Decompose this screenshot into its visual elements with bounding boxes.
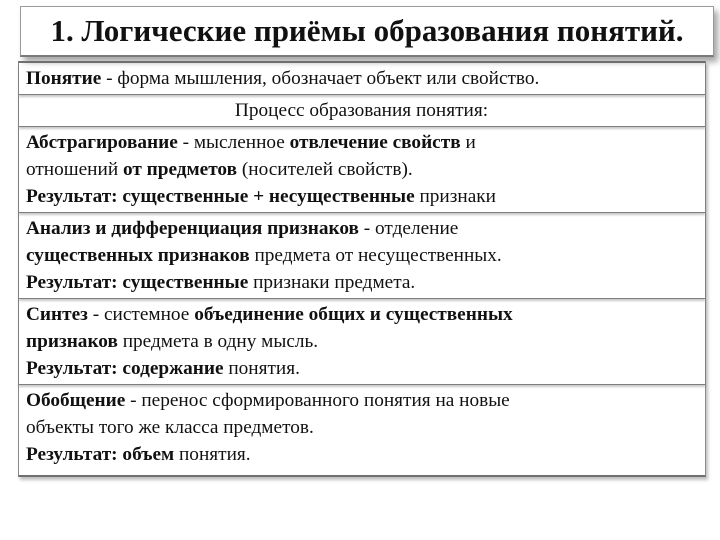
result-label: Результат: существенные + несущественные (26, 186, 415, 207)
abstraction-text: отношений (26, 159, 123, 180)
definition-row (19, 63, 705, 95)
generalization-row (19, 385, 705, 475)
concepts-table (18, 61, 706, 477)
generalization-text: - перенос сформированного понятия на новые (125, 390, 510, 411)
analysis-emphasis: существенных признаков (26, 245, 250, 266)
analysis-line-1 (26, 215, 697, 242)
abstraction-text: (носителей свойств). (237, 159, 413, 180)
result-label: Результат: содержание (26, 358, 224, 379)
analysis-line-2 (26, 242, 697, 269)
definition-term: Понятие (26, 68, 102, 89)
generalization-result (26, 441, 697, 468)
result-text: понятия. (223, 358, 300, 379)
abstraction-term: Абстрагирование (26, 132, 178, 153)
synthesis-text: - системное (87, 304, 195, 325)
synthesis-row (19, 299, 705, 385)
abstraction-text: и (460, 132, 476, 153)
analysis-result (26, 269, 697, 296)
analysis-row (19, 213, 705, 299)
result-text: понятия. (174, 444, 251, 465)
abstraction-row (19, 127, 705, 213)
abstraction-result (26, 183, 697, 210)
abstraction-line-2 (26, 156, 697, 183)
process-heading: Процесс образования понятия: (234, 100, 489, 121)
abstraction-text: - мысленное (177, 132, 290, 153)
analysis-text: предмета от несущественных. (249, 245, 502, 266)
definition-text: - форма мышления, обозначает объект или свойство. (101, 68, 540, 89)
synthesis-text: предмета в одну мысль. (117, 331, 319, 352)
result-label: Результат: существенные (26, 272, 249, 293)
generalization-term: Обобщение (26, 390, 126, 411)
abstraction-line-1 (26, 129, 697, 156)
synthesis-emphasis: признаков (26, 331, 118, 352)
synthesis-emphasis: объединение общих и существенных (194, 304, 513, 325)
analysis-text: - отделение (358, 218, 459, 239)
generalization-line-2: объекты того же класса предметов. (26, 417, 314, 438)
generalization-line-1 (26, 387, 697, 414)
synthesis-line-2 (26, 328, 697, 355)
definition-line (26, 65, 697, 92)
slide-title: 1. Логические приёмы образования понятий. (20, 6, 714, 57)
synthesis-line-1 (26, 301, 697, 328)
result-text: признаки предмета. (248, 272, 416, 293)
synthesis-result (26, 355, 697, 382)
process-heading-row (19, 95, 705, 127)
result-label: Результат: объем (26, 444, 175, 465)
synthesis-term: Синтез (26, 304, 88, 325)
analysis-term: Анализ и дифференциация признаков (26, 218, 359, 239)
abstraction-emphasis: отвлечение свойств (289, 132, 461, 153)
abstraction-emphasis: от предметов (122, 159, 238, 180)
result-text: признаки (414, 186, 496, 207)
